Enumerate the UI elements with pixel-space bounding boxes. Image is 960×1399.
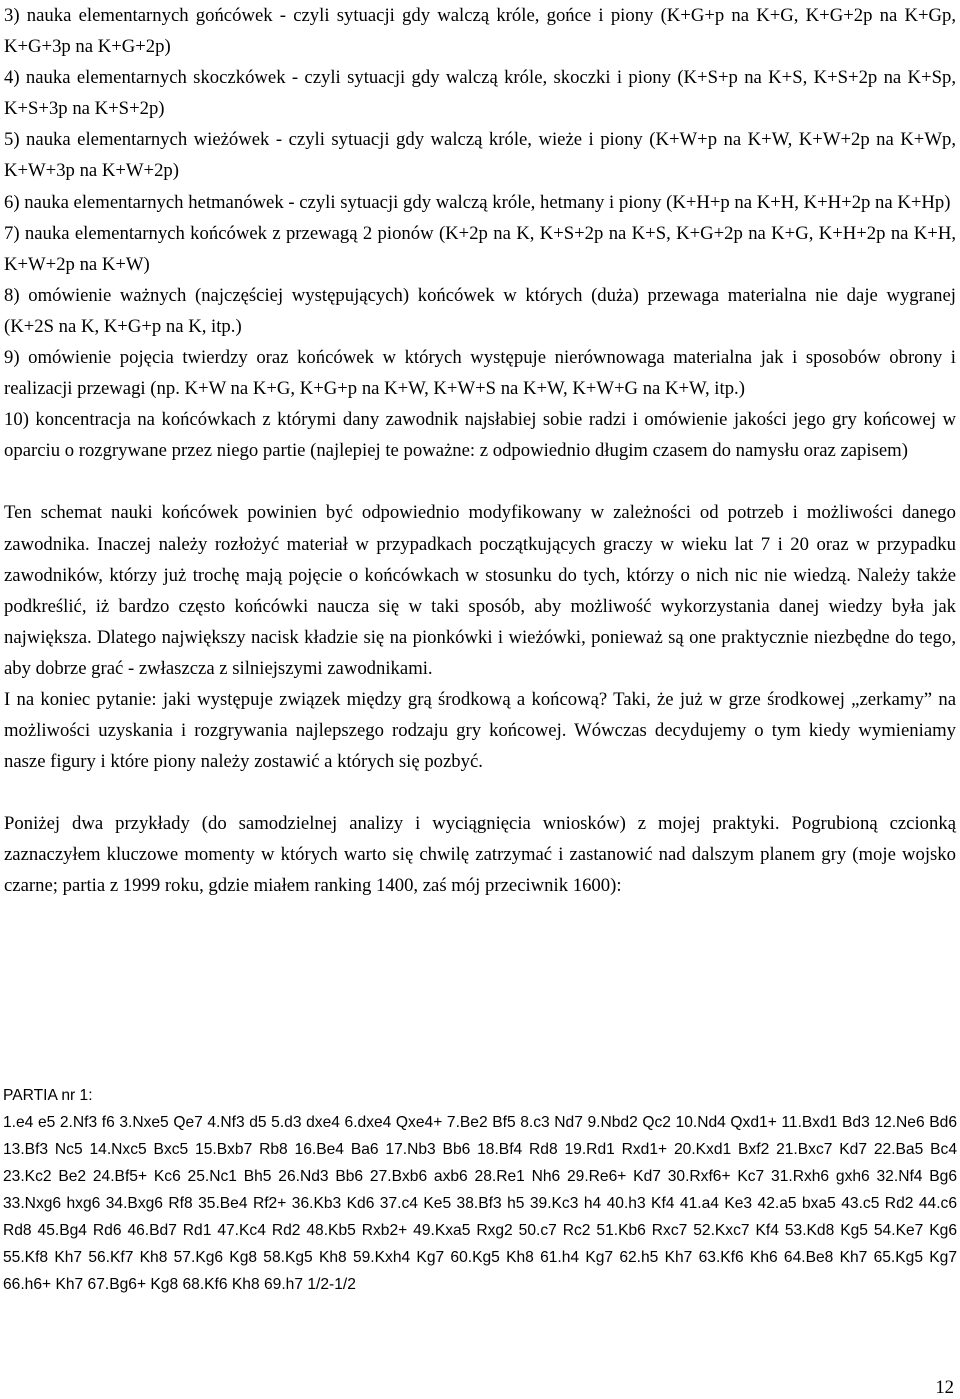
paragraph-gap [4,777,956,808]
list-item-6: 6) nauka elementarnych hetmanówek - czyli sytuacji gdy walczą króle, hetmany i piony (K+H+p na K+H, K+H+2p na K+Hp) [4,191,951,213]
list-item-9: 9) omówienie pojęcia twierdzy oraz końcówek w których występuje nierównowaga materialna jak i sposobów obrony i realizacji przewagi (np. K+W na K+G, K+G+p na K+W, K+W+S na K+W, K+W+G na K+W, itp.) [4,347,956,400]
document-body [4,0,956,902]
paragraph-schema: Ten schemat nauki końcówek powinien być odpowiednio modyfikowany w zależności od potrzeb i możliwości danego zawodnika. Inaczej należy rozłożyć materiał w przypadkach początkujących graczy w wieku lat 7 i 20 oraz w przypadku zawodników, którzy już trochę mają pojęcie o końcówkach w stosunku do tych, którzy o nich nic nie wiedzą. Należy także podkreślić, iż bardzo często końcówki naucza się w taki sposób, aby możliwość wykorzystania danej wiedzy była jak największa. Dlatego największy nacisk kładzie się na pionkówki i wieżówki, ponieważ są one praktycznie niezbędne do tego, aby dobrze grać - zwłaszcza z silniejszymi zawodnikami. [4,502,956,679]
game-section [3,1082,957,1298]
list-item-7: 7) nauka elementarnych końcówek z przewagą 2 pionów (K+2p na K, K+S+2p na K+S, K+G+2p na K+G, K+H+2p na K+H, K+W+2p na K+W) [4,222,956,275]
page-number: 12 [935,1377,954,1398]
list-item-4: 4) nauka elementarnych skoczkówek - czyli sytuacji gdy walczą króle, skoczki i piony (K+S+p na K+S, K+S+2p na K+Sp, K+S+3p na K+S+2p) [4,67,956,120]
game-moves: 1.e4 e5 2.Nf3 f6 3.Nxe5 Qe7 4.Nf3 d5 5.d3 dxe4 6.dxe4 Qxe4+ 7.Be2 Bf5 8.c3 Nd7 9.Nbd2 Qc2 10.Nd4 Qxd1+ 11.Bxd1 Bd3 12.Ne6 Bd6 13.Bf3 Nc5 14.Nxc5 Bxc5 15.Bxb7 Rb8 16.Be4 Ba6 17.Nb3 Bb6 18.Bf4 Rd8 19.Rd1 Rxd1+ 20.Kxd1 Bxf2 21.Bxc7 Kd7 22.Ba5 Bc4 23.Kc2 Be2 24.Bf5+ Kc6 25.Nc1 Bh5 26.Nd3 Bb6 27.Bxb6 axb6 28.Re1 Nh6 29.Re6+ Kd7 30.Rxf6+ Kc7 31.Rxh6 gxh6 32.Nf4 Bg6 33.Nxg6 hxg6 34.Bxg6 Rf8 35.Be4 Rf2+ 36.Kb3 Kd6 37.c4 Ke5 38.Bf3 h5 39.Kc3 h4 40.h3 Kf4 41.a4 Ke3 42.a5 bxa5 43.c5 Rd2 44.c6 Rd8 45.Bg4 Rd6 46.Bd7 Rd1 47.Kc4 Rd2 48.Kb5 Rxb2+ 49.Kxa5 Rxg2 50.c7 Rc2 51.Kb6 Rxc7 52.Kxc7 Kf4 53.Kd8 Kg5 54.Ke7 Kg6 55.Kf8 Kh7 56.Kf7 Kh8 57.Kg6 Kg8 58.Kg5 Kh8 59.Kxh4 Kg7 60.Kg5 Kh8 61.h4 Kg7 62.h5 Kh7 63.Kf6 Kh6 64.Be8 Kh7 65.Kg5 Kg7 66.h6+ Kh7 67.Bg6+ Kg8 68.Kf6 Kh8 69.h7 1/2-1/2 [3,1114,957,1293]
game-heading: PARTIA nr 1: [3,1087,93,1104]
list-item-8: 8) omówienie ważnych (najczęściej występujących) końcówek w których (duża) przewaga materialna nie daje wygranej (K+2S na K, K+G+p na K, itp.) [4,284,956,337]
paragraph-examples: Poniżej dwa przykłady (do samodzielnej analizy i wyciągnięcia wniosków) z mojej praktyki. Pogrubioną czcionką zaznaczyłem kluczowe momenty w których warto się chwilę zatrzymać i zastanowić nad dalszym planem gry (moje wojsko czarne; partia z 1999 roku, gdzie miałem ranking 1400, zaś mój przeciwnik 1600): [4,813,956,897]
list-item-3: 3) nauka elementarnych gońcówek - czyli sytuacji gdy walczą króle, gońce i piony (K+G+p na K+G, K+G+2p na K+Gp, K+G+3p na K+G+2p) [4,5,956,58]
paragraph-question: I na koniec pytanie: jaki występuje związek między grą środkową a końcową? Taki, że już w grze środkowej „zerkamy” na możliwości uzyskania i rozgrywania najlepszego rodzaju gry końcowej. Wówczas decydujemy o tym kiedy wymieniamy nasze figury i które piony należy zostawić a których się pozbyć. [4,688,956,773]
list-item-10: 10) koncentracja na końcówkach z którymi dany zawodnik najsłabiej sobie radzi i omówienie jakości jego gry końcowej w oparciu o rozgrywane przez niego partie (najlepiej te poważne: z odpowiednio długim czasem do namysłu oraz zapisem) [4,409,956,462]
list-item-5: 5) nauka elementarnych wieżówek - czyli sytuacji gdy walczą króle, wieże i piony (K+W+p na K+W, K+W+2p na K+Wp, K+W+3p na K+W+2p) [4,129,956,182]
paragraph-gap [4,466,956,497]
